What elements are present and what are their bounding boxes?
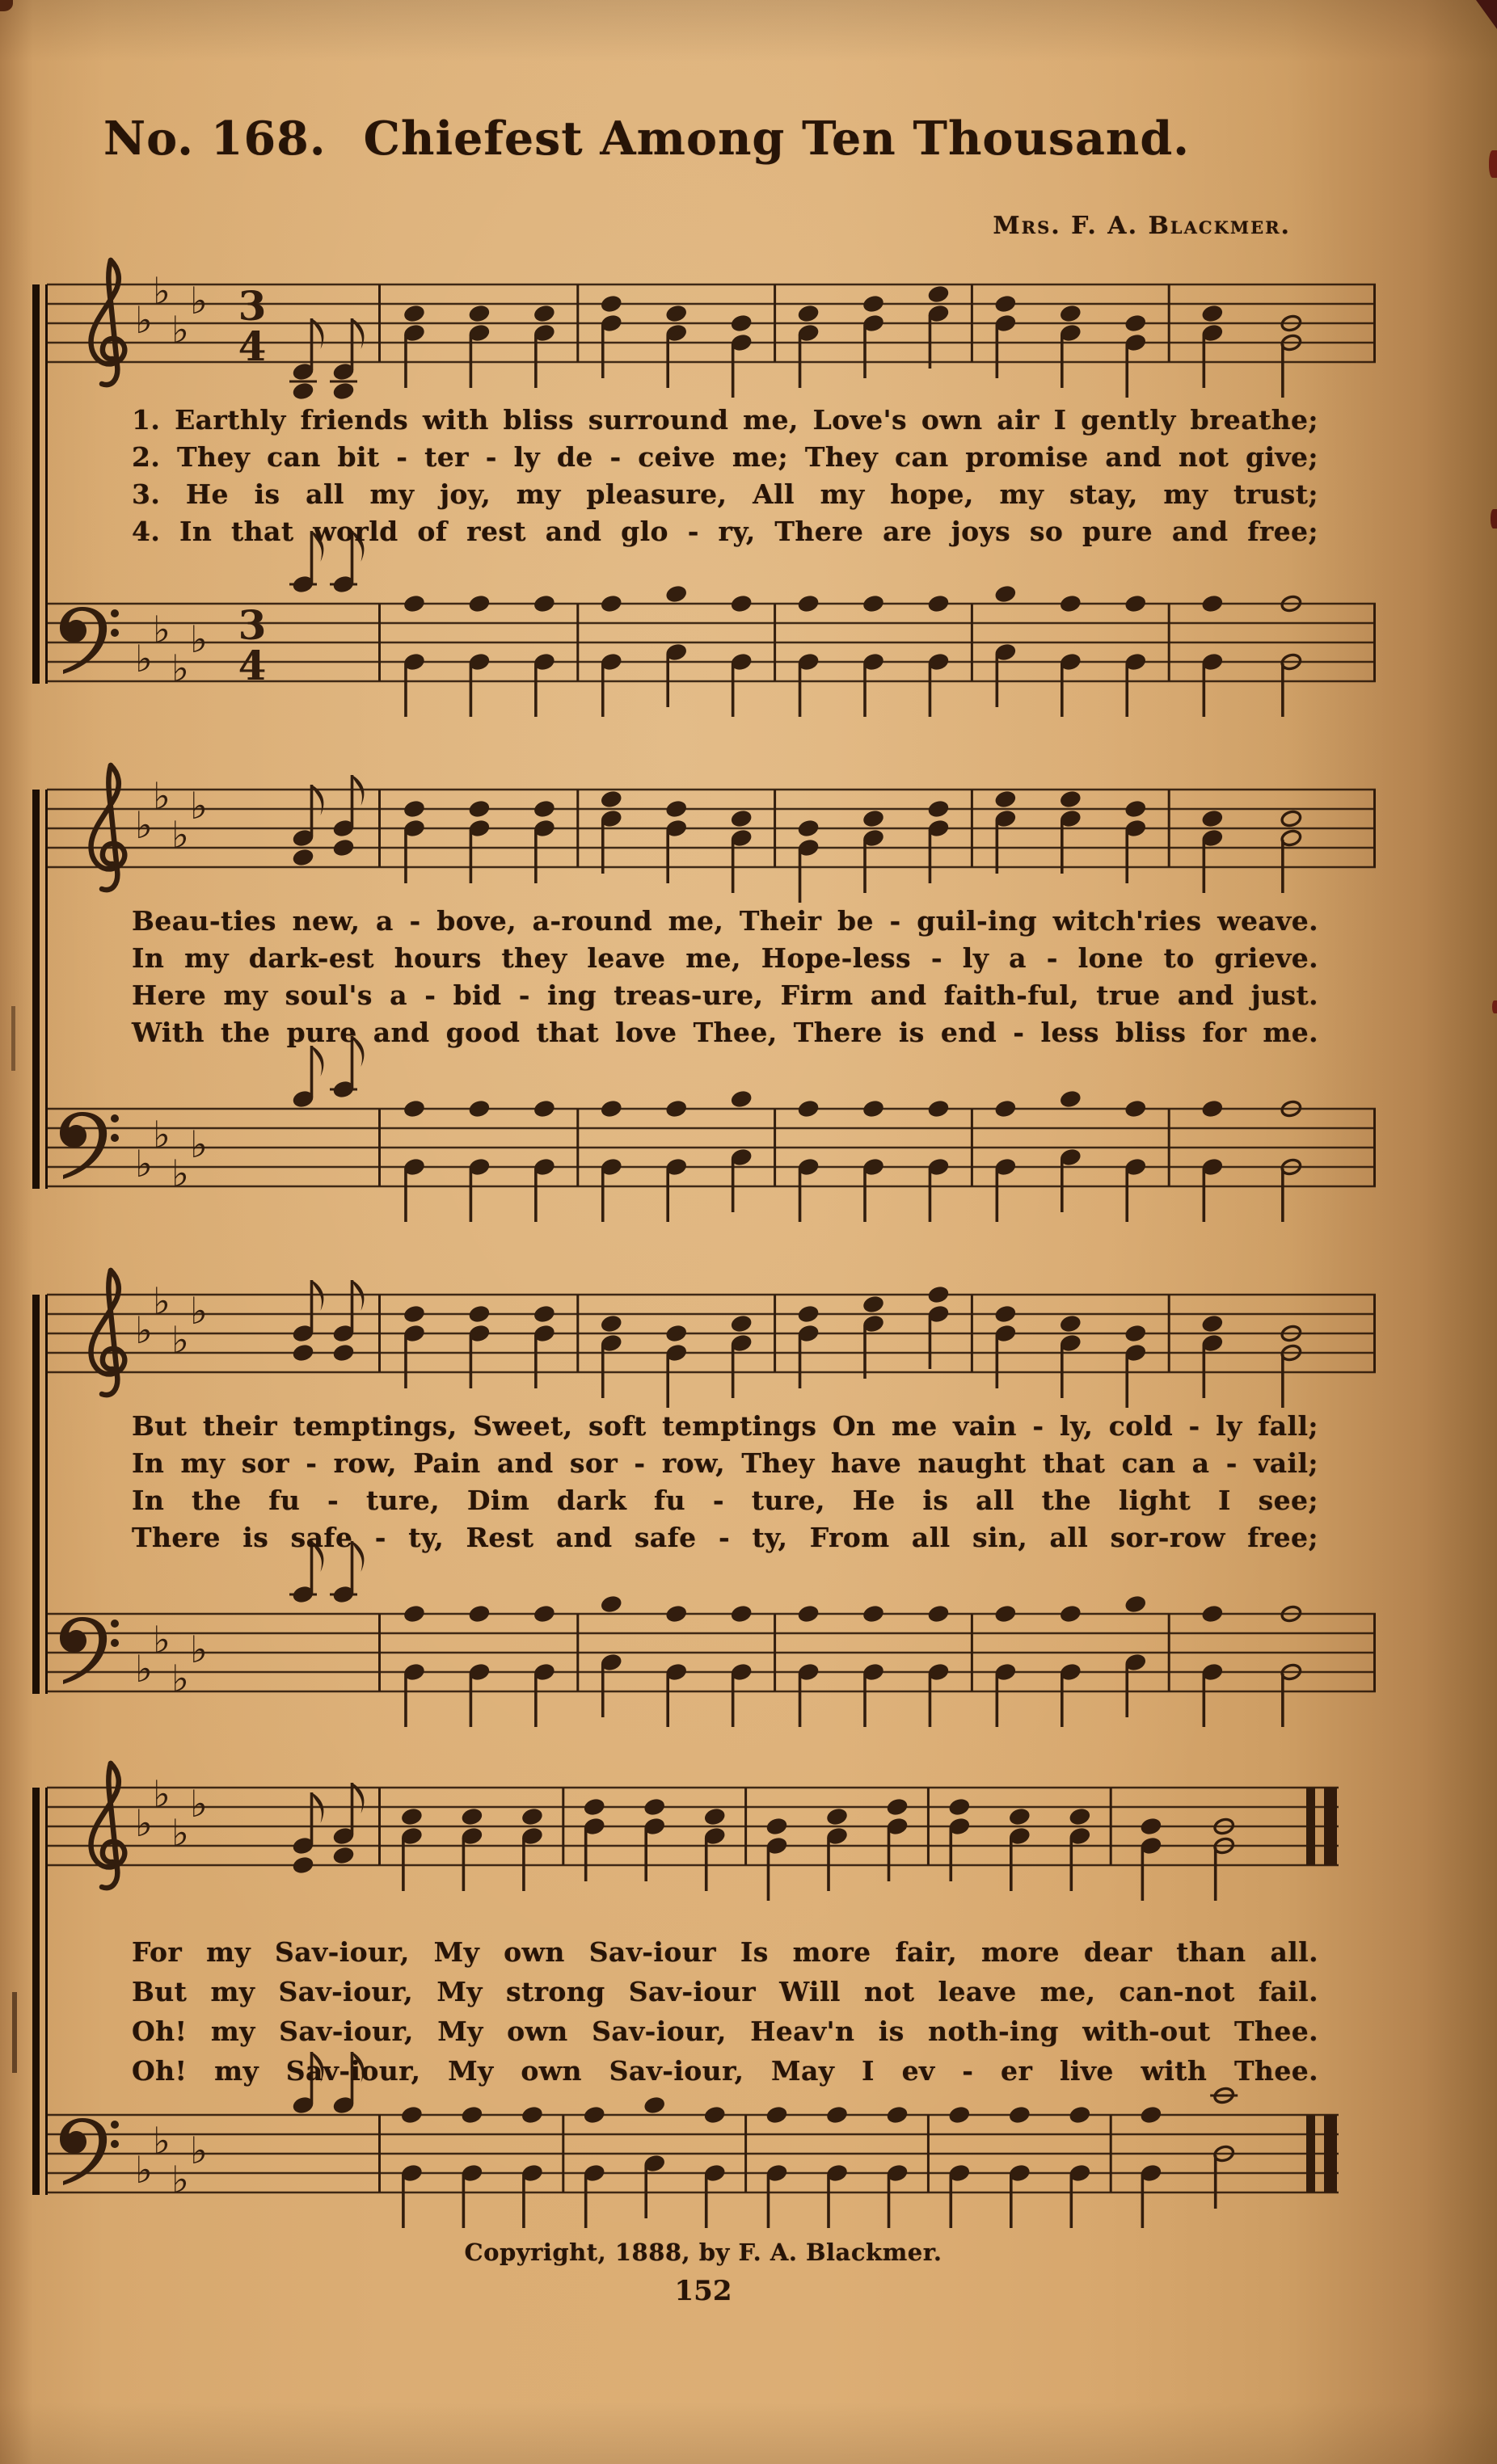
verse-line: Beau-ties new, a - bove, a-round me, Their be - guil-ing witch'ries weave. — [132, 905, 1318, 937]
verse-line: There is safe - ty, Rest and safe - ty, From all sin, all sor-row free; — [132, 1522, 1318, 1553]
svg-text:♭: ♭ — [135, 803, 153, 847]
treble-staff — [32, 748, 1390, 909]
svg-text:♭: ♭ — [153, 608, 171, 651]
svg-text:♭: ♭ — [171, 1657, 189, 1700]
bass-staff — [32, 1572, 1390, 1733]
svg-text:♭: ♭ — [171, 2158, 189, 2201]
svg-text:♭: ♭ — [190, 2129, 208, 2172]
svg-text:♭: ♭ — [171, 813, 189, 857]
bass-staff — [32, 1067, 1390, 1228]
svg-text:3: 3 — [238, 282, 267, 330]
svg-text:♭: ♭ — [153, 1279, 171, 1323]
verse-line: But their temptings, Sweet, soft temptings On me vain - ly, cold - ly fall; — [132, 1410, 1318, 1442]
verse-line: Oh! my Sav-iour, My own Sav-iour, Heav'n is noth-ing with-out Thee. — [132, 2015, 1318, 2047]
page-edge-mark — [1492, 1000, 1497, 1013]
svg-text:♭: ♭ — [153, 2119, 171, 2163]
bass-staff — [32, 562, 1390, 723]
verse-line: 4. In that world of rest and glo - ry, There are joys so pure and free; — [132, 516, 1318, 547]
treble-staff — [32, 242, 1390, 404]
verse-line: But my Sav-iour, My strong Sav-iour Will not leave me, can-not fail. — [132, 1976, 1318, 2007]
svg-text:♭: ♭ — [135, 637, 153, 680]
svg-text:♭: ♭ — [135, 1308, 153, 1352]
verse-block — [132, 402, 1318, 551]
svg-text:♭: ♭ — [190, 1628, 208, 1671]
svg-text:♭: ♭ — [171, 1811, 189, 1855]
verse-block — [132, 903, 1318, 1052]
svg-text:4: 4 — [238, 642, 267, 689]
svg-text:♭: ♭ — [171, 308, 189, 352]
svg-text:♭: ♭ — [190, 1289, 208, 1333]
svg-text:♭: ♭ — [153, 269, 171, 313]
scan-corner-mark — [1476, 0, 1497, 29]
treble-staff — [32, 1253, 1390, 1414]
svg-text:♭: ♭ — [171, 1318, 189, 1362]
verse-line: For my Sav-iour, My own Sav-iour Is more fair, more dear than all. — [132, 1936, 1318, 1968]
verse-line: In my dark-est hours they leave me, Hope-less - ly a - lone to grieve. — [132, 942, 1318, 974]
svg-text:♭: ♭ — [171, 647, 189, 690]
verse-line: 2. They can bit - ter - ly de - ceive me; They can promise and not give; — [132, 441, 1318, 473]
svg-text:♭: ♭ — [135, 1142, 153, 1186]
page-edge-mark — [1489, 150, 1497, 178]
page-edge-mark — [1491, 509, 1497, 529]
treble-staff — [32, 1746, 1390, 1907]
svg-text:4: 4 — [238, 322, 267, 370]
svg-text:♭: ♭ — [153, 774, 171, 818]
binding-mark — [12, 1992, 17, 2073]
verse-line: Here my soul's a - bid - ing treas-ure, Firm and faith-ful, true and just. — [132, 979, 1318, 1011]
verse-line: In my sor - row, Pain and sor - row, They have naught that can a - vail; — [132, 1447, 1318, 1479]
verse-line: In the fu - ture, Dim dark fu - ture, He is all the light I see; — [132, 1485, 1318, 1516]
verse-line: With the pure and good that love Thee, There is end - less bliss for me. — [132, 1017, 1318, 1048]
page-number: 152 — [674, 2275, 732, 2307]
svg-text:♭: ♭ — [190, 279, 208, 322]
composer-attribution: Mrs. F. A. Blackmer. — [993, 212, 1291, 240]
svg-text:♭: ♭ — [171, 1152, 189, 1195]
verse-block — [132, 1409, 1318, 1557]
svg-text:♭: ♭ — [190, 617, 208, 661]
binding-mark — [11, 1006, 15, 1071]
svg-text:♭: ♭ — [190, 784, 208, 828]
svg-text:♭: ♭ — [135, 1647, 153, 1691]
svg-text:3: 3 — [238, 601, 267, 649]
bass-staff — [32, 2073, 1390, 2234]
svg-text:♭: ♭ — [153, 1113, 171, 1156]
verse-block — [132, 1933, 1318, 2091]
copyright-line: Copyright, 1888, by F. A. Blackmer. — [464, 2239, 942, 2266]
svg-text:♭: ♭ — [190, 1782, 208, 1826]
verse-line: Oh! my Sav-iour, My own Sav-iour, May I ev - er live with Thee. — [132, 2055, 1318, 2087]
svg-text:♭: ♭ — [135, 1801, 153, 1845]
svg-text:♭: ♭ — [153, 1618, 171, 1662]
svg-text:♭: ♭ — [153, 1772, 171, 1816]
svg-text:♭: ♭ — [190, 1122, 208, 1166]
hymn-title: Chiefest Among Ten Thousand. — [363, 112, 1191, 166]
verse-line: 1. Earthly friends with bliss surround me, Love's own air I gently breathe; — [132, 404, 1318, 436]
svg-text:♭: ♭ — [135, 2148, 153, 2192]
verse-line: 3. He is all my joy, my pleasure, All my hope, my stay, my trust; — [132, 478, 1318, 510]
hymn-number: No. 168. — [103, 112, 327, 166]
svg-text:♭: ♭ — [135, 298, 153, 342]
